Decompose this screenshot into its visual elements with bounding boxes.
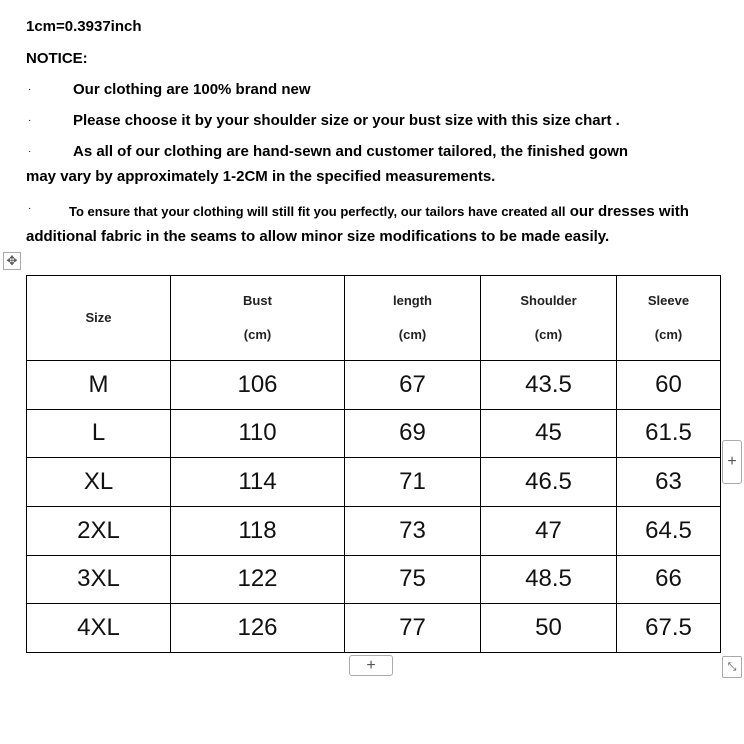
- bullet-dot-icon: ·: [28, 203, 32, 214]
- size-chart-table: [26, 275, 721, 653]
- cell-sleeve[interactable]: 63: [617, 458, 721, 507]
- cell-shoulder[interactable]: 45: [481, 409, 617, 458]
- cell-shoulder[interactable]: 46.5: [481, 458, 617, 507]
- notice-item-brand-new: Our clothing are 100% brand new: [73, 81, 311, 98]
- header-size-label: Size: [85, 310, 112, 325]
- header-length-unit: (cm): [398, 327, 427, 342]
- notice-item-fit-small-text: To ensure that your clothing will still fit you perfectly, our tailors have created all: [69, 204, 566, 219]
- table-row: [27, 604, 721, 653]
- cell-sleeve[interactable]: 66: [617, 555, 721, 604]
- cell-length[interactable]: 73: [345, 506, 481, 555]
- cell-size[interactable]: M: [27, 361, 171, 410]
- cell-bust[interactable]: 122: [171, 555, 345, 604]
- cell-size[interactable]: 4XL: [27, 604, 171, 653]
- cell-size[interactable]: L: [27, 409, 171, 458]
- header-bust-label: Bust: [243, 293, 272, 308]
- cell-size[interactable]: 3XL: [27, 555, 171, 604]
- header-size[interactable]: [27, 276, 171, 361]
- notice-item-fit-guarantee: [26, 199, 716, 249]
- cell-length[interactable]: 77: [345, 604, 481, 653]
- header-sleeve-unit: (cm): [654, 327, 683, 342]
- add-column-icon[interactable]: +: [722, 440, 742, 484]
- cell-shoulder[interactable]: 50: [481, 604, 617, 653]
- bullet-dot-icon: ·: [28, 115, 32, 126]
- conversion-note: 1cm=0.3937inch: [26, 18, 142, 35]
- table-row: [27, 506, 721, 555]
- header-length[interactable]: [345, 276, 481, 361]
- header-bust[interactable]: [171, 276, 345, 361]
- table-row: [27, 458, 721, 507]
- table-row: [27, 555, 721, 604]
- cell-bust[interactable]: 110: [171, 409, 345, 458]
- cell-length[interactable]: 67: [345, 361, 481, 410]
- bullet-dot-icon: ·: [28, 84, 32, 95]
- table-move-handle-icon[interactable]: ✥: [3, 252, 21, 270]
- add-row-icon[interactable]: +: [349, 655, 393, 676]
- cell-bust[interactable]: 118: [171, 506, 345, 555]
- table-resize-handle-icon[interactable]: ⤡: [722, 656, 742, 678]
- notice-item-hand-sewn-line1: As all of our clothing are hand-sewn and customer tailored, the finished gown: [73, 143, 629, 160]
- header-shoulder[interactable]: [481, 276, 617, 361]
- cell-size[interactable]: 2XL: [27, 506, 171, 555]
- header-shoulder-label: Shoulder: [520, 293, 577, 308]
- cell-shoulder[interactable]: 48.5: [481, 555, 617, 604]
- header-sleeve-label: Sleeve: [647, 293, 690, 308]
- cell-length[interactable]: 69: [345, 409, 481, 458]
- cell-length[interactable]: 71: [345, 458, 481, 507]
- cell-bust[interactable]: 106: [171, 361, 345, 410]
- header-sleeve[interactable]: [617, 276, 721, 361]
- cell-bust[interactable]: 114: [171, 458, 345, 507]
- table-row: [27, 409, 721, 458]
- notice-item-hand-sewn-line2: may vary by approximately 1-2CM in the specified measurements.: [26, 168, 496, 185]
- cell-size[interactable]: XL: [27, 458, 171, 507]
- table-row: [27, 361, 721, 410]
- notice-heading: NOTICE:: [26, 50, 88, 67]
- cell-sleeve[interactable]: 60: [617, 361, 721, 410]
- bullet-dot-icon: ·: [28, 146, 32, 157]
- cell-bust[interactable]: 126: [171, 604, 345, 653]
- header-length-label: length: [393, 293, 432, 308]
- cell-sleeve[interactable]: 67.5: [617, 604, 721, 653]
- cell-shoulder[interactable]: 43.5: [481, 361, 617, 410]
- notice-item-choose-size: Please choose it by your shoulder size or your bust size with this size chart .: [73, 112, 620, 129]
- cell-shoulder[interactable]: 47: [481, 506, 617, 555]
- notice-item-fit-text: our dresses with additional fabric in the seams to allow minor size modifications to be made easily.: [26, 203, 689, 245]
- cell-sleeve[interactable]: 61.5: [617, 409, 721, 458]
- cell-sleeve[interactable]: 64.5: [617, 506, 721, 555]
- header-bust-unit: (cm): [243, 327, 272, 342]
- cell-length[interactable]: 75: [345, 555, 481, 604]
- table-header-row: [27, 276, 721, 361]
- header-shoulder-unit: (cm): [534, 327, 563, 342]
